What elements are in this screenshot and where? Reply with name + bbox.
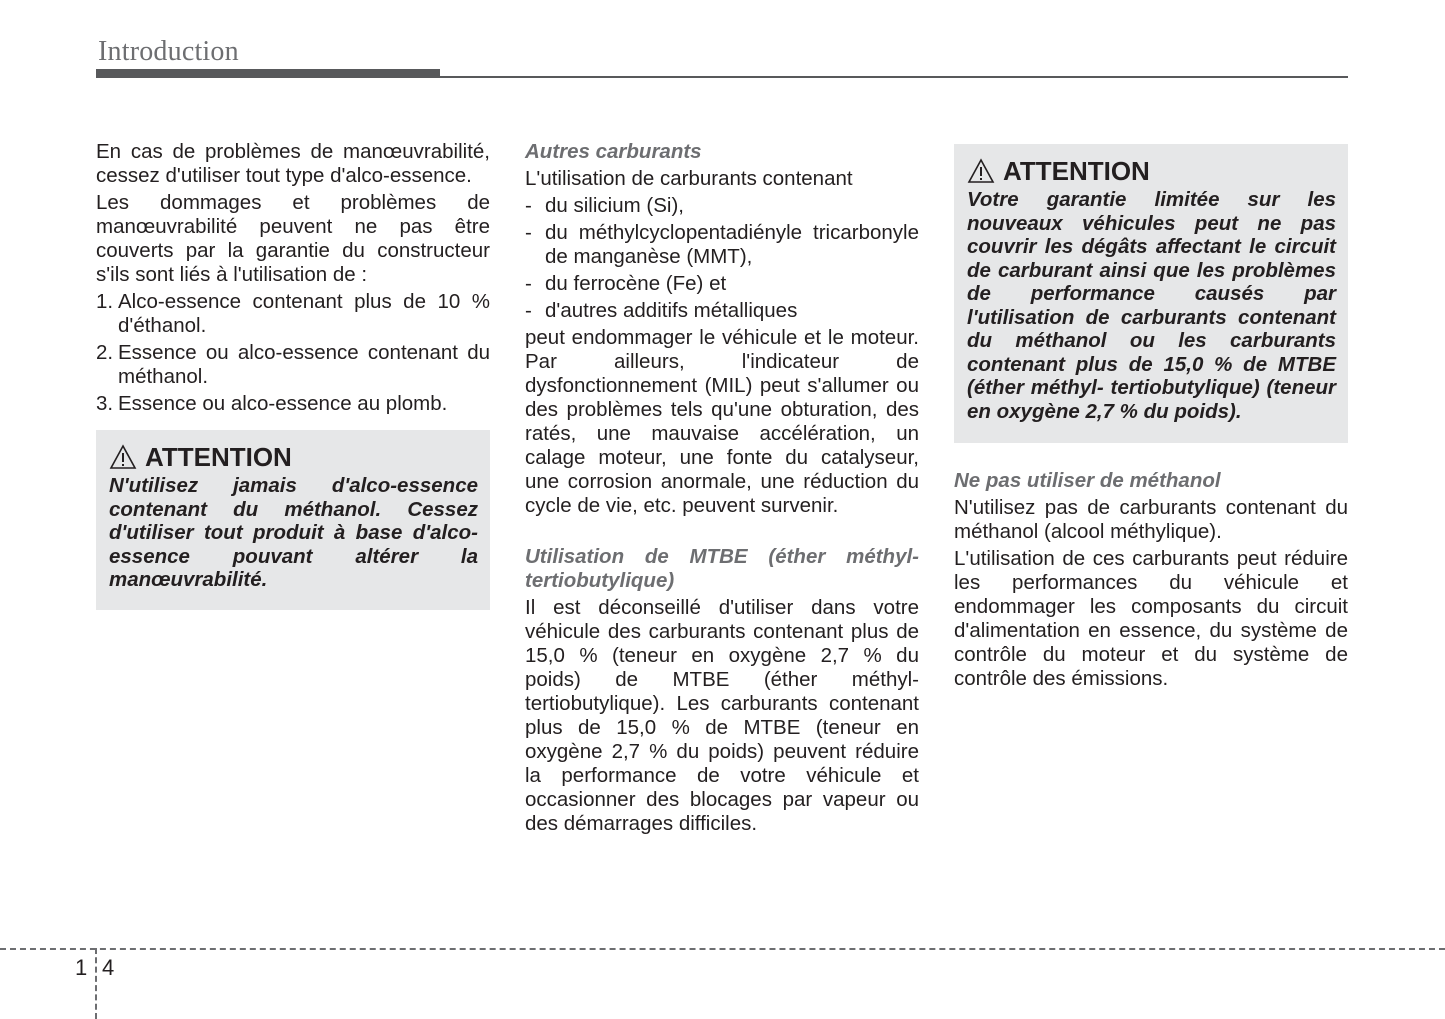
section-heading: Utilisation de MTBE (éther méthyl-tertiobutylique) xyxy=(525,545,919,592)
section-heading: Ne pas utiliser de méthanol xyxy=(954,469,1221,492)
list-text: Essence ou alco-essence contenant du méthanol. xyxy=(118,341,490,388)
list-number: 2. xyxy=(96,341,114,364)
list-item xyxy=(96,341,490,389)
list-item xyxy=(96,392,490,416)
chapter-number: 1 xyxy=(75,955,88,980)
list-text: Essence ou alco-essence au plomb. xyxy=(118,392,448,415)
warning-heading xyxy=(967,156,1336,186)
list-item: - du ferrocène (Fe) et xyxy=(525,272,919,296)
column-middle xyxy=(525,140,919,839)
list-number: 1. xyxy=(96,290,114,313)
header-rule-thick xyxy=(96,69,440,78)
warning-box xyxy=(954,144,1348,443)
warning-triangle-icon xyxy=(967,158,995,184)
section-heading: Autres carburants xyxy=(525,140,702,163)
warning-title: ATTENTION xyxy=(1003,156,1150,186)
warning-box xyxy=(96,430,490,610)
numbered-list xyxy=(96,290,490,416)
header-rule-thin xyxy=(440,76,1348,78)
warning-triangle-icon xyxy=(109,444,137,470)
warning-title: ATTENTION xyxy=(145,442,292,472)
list-item: - du silicium (Si), xyxy=(525,194,919,218)
section-title: Introduction xyxy=(98,36,239,67)
paragraph: L'utilisation de ces carburants peut réduire les performances du véhicule et endommager les composants du circuit d'alimentation en essence, du système de contrôle du moteur et du système de contrôle des émissions. xyxy=(954,547,1348,690)
page-number: 4 xyxy=(102,955,115,980)
list-number: 3. xyxy=(96,392,114,415)
column-right xyxy=(954,140,1348,694)
list-text: Alco-essence contenant plus de 10 % d'éthanol. xyxy=(118,290,490,337)
footer-divider xyxy=(0,948,1445,950)
warning-text: Votre garantie limitée sur les nouveaux véhicules peut ne pas couvrir les dégâts affectant le circuit de carburant ainsi que les problèmes de performance causés par l'utilisation de carburants contenant du méthanol ou les carburants contenant plus de 15,0 % de MTBE (éther méthyl- tertiobutylique) (teneur en oxygène 2,7 % du poids). xyxy=(967,188,1336,423)
paragraph: L'utilisation de carburants contenant xyxy=(525,167,853,190)
dash-list xyxy=(525,194,919,323)
list-item: - du méthylcyclopentadiényle tricarbonyle de manganèse (MMT), xyxy=(525,221,919,269)
footer-vertical-divider xyxy=(95,948,97,1019)
paragraph: peut endommager le véhicule et le moteur. Par ailleurs, l'indicateur de dysfonctionnement (MIL) peut s'allumer ou des problèmes tels qu'une obturation, des ratés, une mauvaise accélération, un calage moteur, une fonte du catalyseur, une corrosion anormale, une réduction du cycle de vie, etc. peuvent survenir. xyxy=(525,326,919,517)
list-item xyxy=(96,290,490,338)
paragraph: Les dommages et problèmes de manœuvrabilité peuvent ne pas être couverts par la garantie du constructeur s'ils sont liés à l'utilisation de : xyxy=(96,191,490,286)
warning-text: N'utilisez jamais d'alco-essence contenant du méthanol. Cessez d'utiliser tout produit à base d'alco-essence pouvant altérer la manœuvrabilité. xyxy=(109,474,478,591)
paragraph: Il est déconseillé d'utiliser dans votre véhicule des carburants contenant plus de 15,0 % (teneur en oxygène 2,7 % du poids) de MTBE (éther méthyl-tertiobutylique). Les carburants contenant plus de 15,0 % de MTBE (teneur en oxygène 2,7 % du poids) peuvent réduire la performance de votre véhicule et occasionner des blocages par vapeur ou des démarrages difficiles. xyxy=(525,596,919,835)
column-left xyxy=(96,140,490,610)
list-item: - d'autres additifs métalliques xyxy=(525,299,919,323)
page-header xyxy=(96,0,1348,80)
paragraph: N'utilisez pas de carburants contenant du méthanol (alcool méthylique). xyxy=(954,496,1348,543)
warning-heading xyxy=(109,442,478,472)
paragraph: En cas de problèmes de manœuvrabilité, cessez d'utiliser tout type d'alco-essence. xyxy=(96,140,490,187)
